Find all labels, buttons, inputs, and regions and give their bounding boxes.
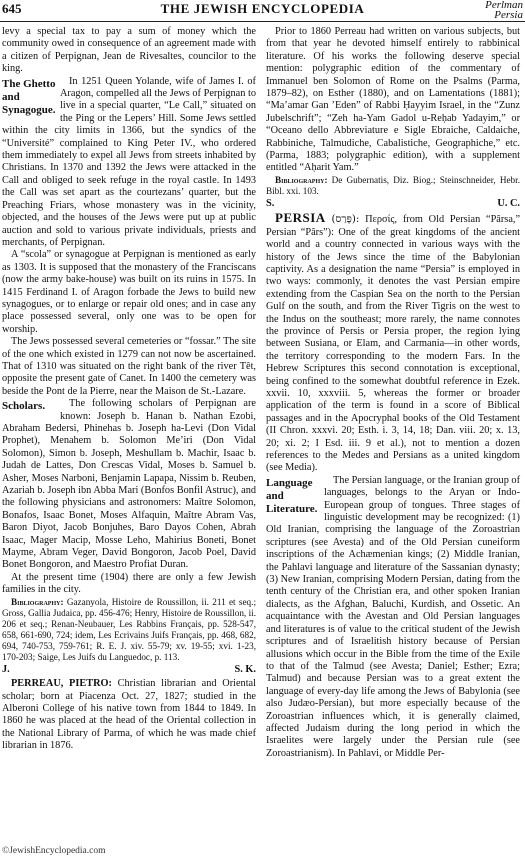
paragraph: At the present time (1904) there are only a few Jewish families in the city. [2,571,256,596]
bibliography [266,175,520,197]
paragraph: The Jews possessed several cemeteries or “fossar.” The site of the one which existed in 1279 can not now be ascertained. That of 1310 was situated on the right bank of the river Têt, opposite the present gate of Canet. In 1400 the cemetery was beside the Pont de la Pierre, near the Maison de St.-Lazare. [2,336,256,397]
paragraph-text: The Persian language, or the Iranian group of languages, belongs to the Aryan or Indo-European group of tongues. Three stages of linguistic development may be recognized: (1) Old Iranian, comprising the language of the Zoroastrian scriptures (see Avesta) and of the Old Persian cuneiform inscriptions of the Achæmenian kings; (2) Middle Iranian, the Pahlavi language and literature of the Sassanian dynasty; (3) New Iranian, comprising Modern Persian, dating from the tenth century of the Christian era, and other spoken Iranian dialects, as the Afghan, Baluchi, Kurdish, and Ossetic. An acquaintance with the Avestan and Old Persian languages and literatures is of value to the critical student of the Jewish scriptures and of Israelitish history because of Persian allusions which occur in the Bible from the time of the Exile to that of the Talmud (see Avesta; Daniel; Esther; Ezra; Talmud) and because Persian was to a great extent the language of every-day life among the Jews of Babylonia (see also Judæo-Persian), but more especially because of the Zoroastrian influences which, it is generally claimed, affected Judaism during the long period in which the Israelites were largely under the Persian rule (see Zoroastrianism). In Pahlavi, or Middle Per- [266,474,520,759]
hebrew-term: (פָּרַס): [331,213,360,226]
greek-term: Περσίς, [365,214,398,226]
paragraph: levy a special tax to pay a sum of money which the community owed in consequence of an agreement made with a citizen of Perpignan, Jean de Rivesaltes, councilor to the king. [2,26,256,75]
entry-persia [266,212,520,475]
paragraph-ghetto [2,76,256,250]
bibliography-label: Bibliography: [11,596,64,607]
entry-text-persia: from Old Persian “Pârsa,” Persian “Pârs”): One of the great kingdoms of the ancient world and a country connected in various ways with the history of the Jews since the time of the Babylonian captivity. As a designation the name “Persia” is employed in two ways: commonly, it denotes the vast Persian empire extending from the Caspian Sea on the north to the Persian Gulf on the south, and from the River Tigris on the west to the Indus on the southeast; more rarely, the name connotes the province of Persis or Persia proper, the region lying between Susiana, or Elam, and Carmania—in other words, the territory corresponding to the modern Fars. In the Hebrew Scriptures this second connotation is exceptional, being confined to the somewhat doubtful reference in Ezek. xxvii. 10, xxxviii. 5, whereas the former or broader application of the term is found in a score of Biblical passages and in the Apocryphal books of the Old Testament (II Chron. xxxvi. 20; Esth. i. 3, 14, 18; Dan. viii. 20; x. 13, 20; xi. 2; I Esd. iii. 9 et al.), not to mention a dozen references to the Medes and Persians as a united kingdom (see Media). [266,214,521,474]
signature-right: S. K. [234,663,256,675]
paragraph: A “scola” or synagogue at Perpignan is mentioned as early as 1303. It is supposed that the monastery of the Franciscans (now the army bake-house) was built on its ruins in 1575. In 1415 Ferdinand I. of Aragon forbade the Jews to build new synagogues, or to enlarge or repair old ones; and in case any place possessed several, only one was to be open for worship. [2,249,256,335]
paragraph-text: In 1251 Queen Yolande, wife of James I. of Aragon, compelled all the Jews of Perpignan to live in a special quarter, “Le Call,” situated on the Ping or the Lepers’ Hill. Some Jews settled within the city limits in 1366, but the syndics of the “Université” complained to King Peter IV., who ordered them immediately to expel all Jews from streets inhabited by Christians. In 1370 and 1392 the Jews were attacked in the Call and obliged to seek refuge in the royal castle. In 1493 the Call was set apart as the courtezans’ quarter, but the Preaching Friars, whose monastery was in the vicinity, objected, and the houses of the Jews were put up at public auction and sold to various private individuals, priests and merchants, of Perpignan. [2,75,256,248]
paragraph: Prior to 1860 Perreau had written on various subjects, but from that year he devoted himself entirely to rabbinical literature. Of his works the following deserve special mention: polygraphic edition of the commentary of Immanuel ben Solomon of Rome on the Psalms (Parma, 1879–82), on Esther (1880), and on Lamentations (1881); “Ma’amar Gan ’Eden” of Rabbi Ḥayyim Israel, in the “Zunz Jubelschrift”; “Zeh ha-Yam Gadol u-Reḥab Yadayim,” or “Oceano dello Abbreviature e Sigle Ebraiche, Caldaiche, Rabbiniche, Talmudiche, Cabalistiche, Geographiche,” etc. (Parma, 1883; polygraphic edition), with a supplement entitled “Aḥarit Yam.” [266,26,520,174]
signature-left: J. [2,663,10,675]
paragraph-scholars [2,398,256,572]
entry-heading-persia: PERSIA [275,210,326,226]
paragraph-language [266,475,520,760]
bibliography-text: Gazanyola, Histoire de Roussillon, ii. 211 et seq.; Gross, Gallia Judaica, pp. 456-476; Henry, Histoire de Roussillon, ii. 206 et seq.; Renan-Neubauer, Les Rabbins Français, pp. 528-547, 658, 661-690, 724; idem, Les Ecrivains Juifs Français, pp. 468, 682, 694, 740-753, 759-761; R. E. J. xiv. 55-79; xv. 19-55; xvi. 1-23, 170-203; Saige, Les Juifs du Languedoc, p. 113. [2,596,257,662]
bibliography-text: De Gubernatis, Diz. Biog.; Steinschneider, Hebr. Bibl. xxi. 103. [266,174,521,196]
signature-right: U. C. [497,197,520,209]
sidehead-scholars: Scholars. [2,400,46,413]
bibliography-label: Bibliography: [275,174,328,185]
entry-text-perreau: Christian librarian and Oriental scholar; born at Piacenza Oct. 27, 1827; studied in the Alberoni College of his native town from 1844 to 1849. In 1860 he was placed at the head of the Oriental collection in the National Library of Parma, of which he was made chief librarian in 1876. [2,678,256,752]
entry-perreau [2,678,256,752]
signature-line [266,198,520,210]
running-right-heading [485,0,523,20]
bibliography [2,597,256,663]
sidehead-ghetto: The Ghetto and Synagogue. [2,77,56,116]
running-right-line-2: Persia [494,9,523,21]
paragraph-text: The following scholars of Perpignan are known: Joseph b. Hanan b. Nathan Ezobi, Abraham Bedersi, Phinehas b. Joseph ha-Levi (Don Vidal Prophet), Menahem b. Solomon Me’iri (Don Vidal Solomon), Simon b. Joseph, Meshullam b. Machir, Isaac b. Judah de Lattes, Don Crescas Vidal, Moses b. Samuel b. Asher, Moses Narboni, Benjamin Lapapa, Nissim b. Reuben, Azariah b. Joseph ibn Abba Mari (Bonfos Bonfil Astruc), and the following physicians and astronomers: Maître Solomon, Bonafos, Isaac Bonet, Moses Alfaquin, Maître Abram Vas, Baron Diyot, Jacob Bonjuhes, Baro Dayos Cohen, Abrah Isaac, Mager Macip, Mosse Leho, Mahirius Boneti, Bonet Mayme, Abram Veger, David Bongoron, Jacob Poel, David Bonet Bongoron, and Maestro Profiat Duran. [2,398,256,571]
publication-title: THE JEWISH ENCYCLOPEDIA [160,1,365,16]
footer-credit: ©JewishEncyclopedia.com [2,846,106,856]
signature-left: S. [266,197,275,209]
entry-heading-perreau: PERREAU, PIETRO: [11,678,112,690]
left-column [2,26,256,753]
running-right-line-1: Perlman [485,0,523,11]
signature-line [2,664,256,676]
sidehead-language: Language and Literature. [266,476,318,515]
page-number: 645 [2,1,22,16]
right-column [266,26,520,760]
running-header [0,0,525,22]
